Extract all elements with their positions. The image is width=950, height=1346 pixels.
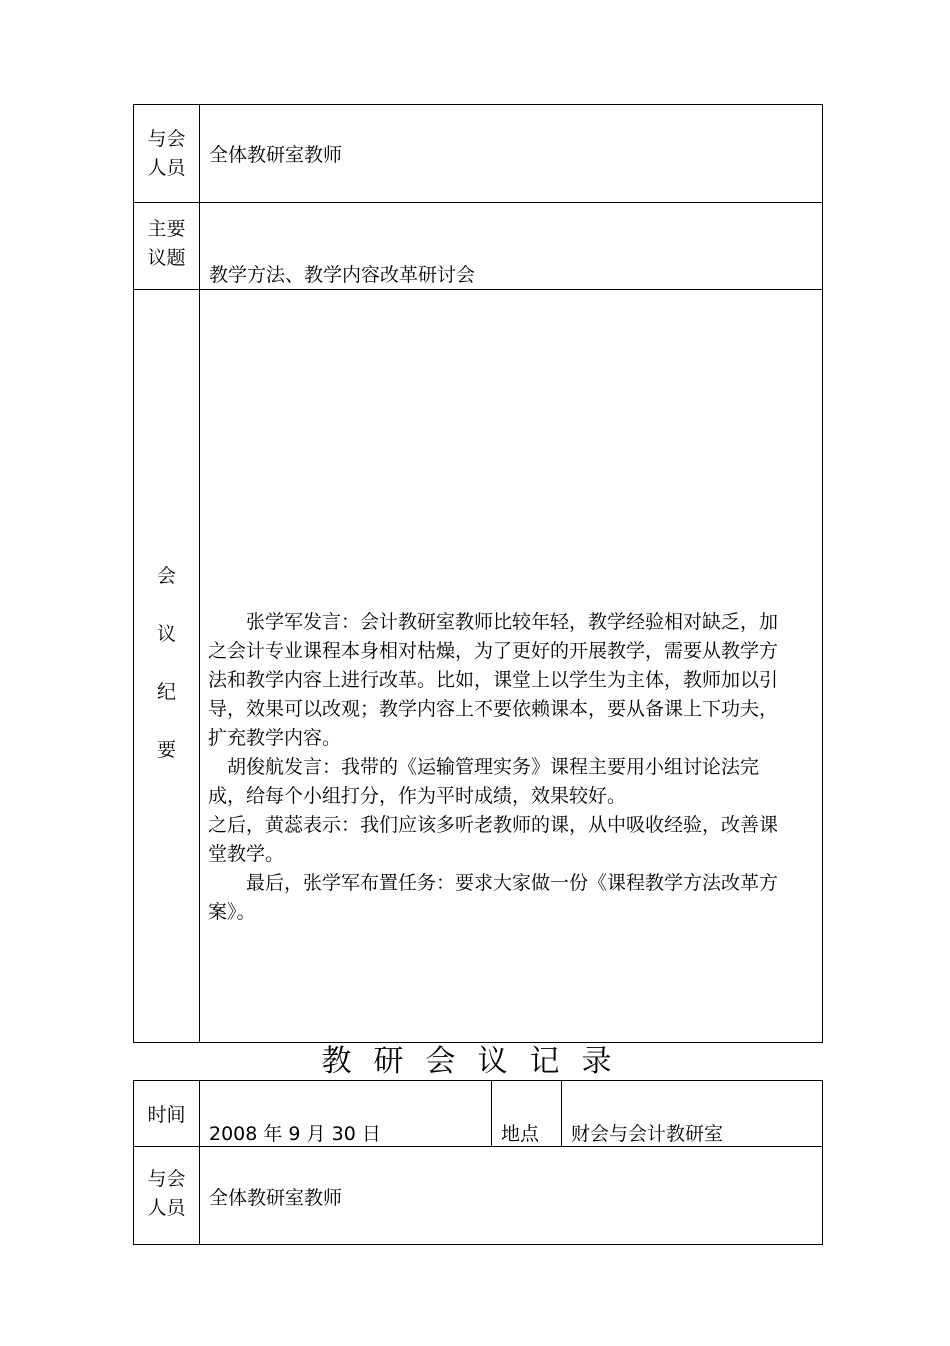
minutes-label-cell	[134, 290, 200, 1043]
minutes-paragraph: 张学军发言：会计教研室教师比较年轻，教学经验相对缺乏，加之会计专业课程本身相对枯燥，为了更好的开展教学，需要从教学方法和教学内容上进行改革。比如，课堂上以学生为主体，教师加以引导，效果可以改观；教学内容上不要依赖课本，要从备课上下功夫，扩充教学内容。	[208, 611, 779, 749]
attendees-value-cell-2	[200, 1147, 823, 1245]
attendees-label: 与会 人员	[147, 1168, 186, 1219]
minutes-content-cell	[200, 290, 823, 1043]
time-label: 时间	[147, 1104, 186, 1126]
place-value: 财会与会计教研室	[571, 1123, 724, 1145]
topic-label-cell	[134, 203, 200, 290]
document-title: 教研会议记录	[321, 1044, 634, 1079]
meeting-record-table-2	[133, 1080, 823, 1245]
minutes-label-char: 议	[156, 623, 176, 645]
minutes-label-char: 要	[156, 739, 176, 761]
time-value-cell	[200, 1081, 492, 1147]
minutes-label	[134, 564, 199, 796]
time-value: 2008 年 9 月 30 日	[209, 1123, 381, 1145]
place-label: 地点	[501, 1123, 540, 1145]
topic-row	[134, 203, 823, 290]
attendees-label-cell-2	[134, 1147, 200, 1245]
topic-label: 主要 议题	[147, 218, 186, 269]
attendees-row-2	[134, 1147, 823, 1245]
attendees-value-cell	[200, 105, 823, 203]
minutes-label-char: 会	[156, 565, 176, 587]
minutes-paragraph: 之后，黄蕊表示：我们应该多听老教师的课，从中吸收经验，改善课堂教学。	[208, 814, 779, 865]
time-place-row	[134, 1081, 823, 1147]
meeting-record-table-1	[133, 104, 823, 1043]
attendees-row	[134, 105, 823, 203]
minutes-label-char: 纪	[156, 681, 176, 703]
attendees-value: 全体教研室教师	[209, 1187, 343, 1209]
attendees-label-cell	[134, 105, 200, 203]
minutes-text	[208, 608, 778, 927]
minutes-paragraph: 胡俊航发言：我带的《运输管理实务》课程主要用小组讨论法完成，给每个小组打分，作为平时成绩，效果较好。	[208, 756, 760, 807]
attendees-value: 全体教研室教师	[209, 144, 343, 166]
minutes-row	[134, 290, 823, 1043]
attendees-label: 与会 人员	[147, 128, 186, 179]
place-value-cell	[562, 1081, 823, 1147]
minutes-paragraph: 最后，张学军布置任务：要求大家做一份《课程教学方法改革方案》。	[208, 872, 779, 923]
time-label-cell	[134, 1081, 200, 1147]
place-label-cell	[492, 1081, 562, 1147]
topic-value-cell	[200, 203, 823, 290]
topic-value: 教学方法、教学内容改革研讨会	[209, 264, 476, 286]
